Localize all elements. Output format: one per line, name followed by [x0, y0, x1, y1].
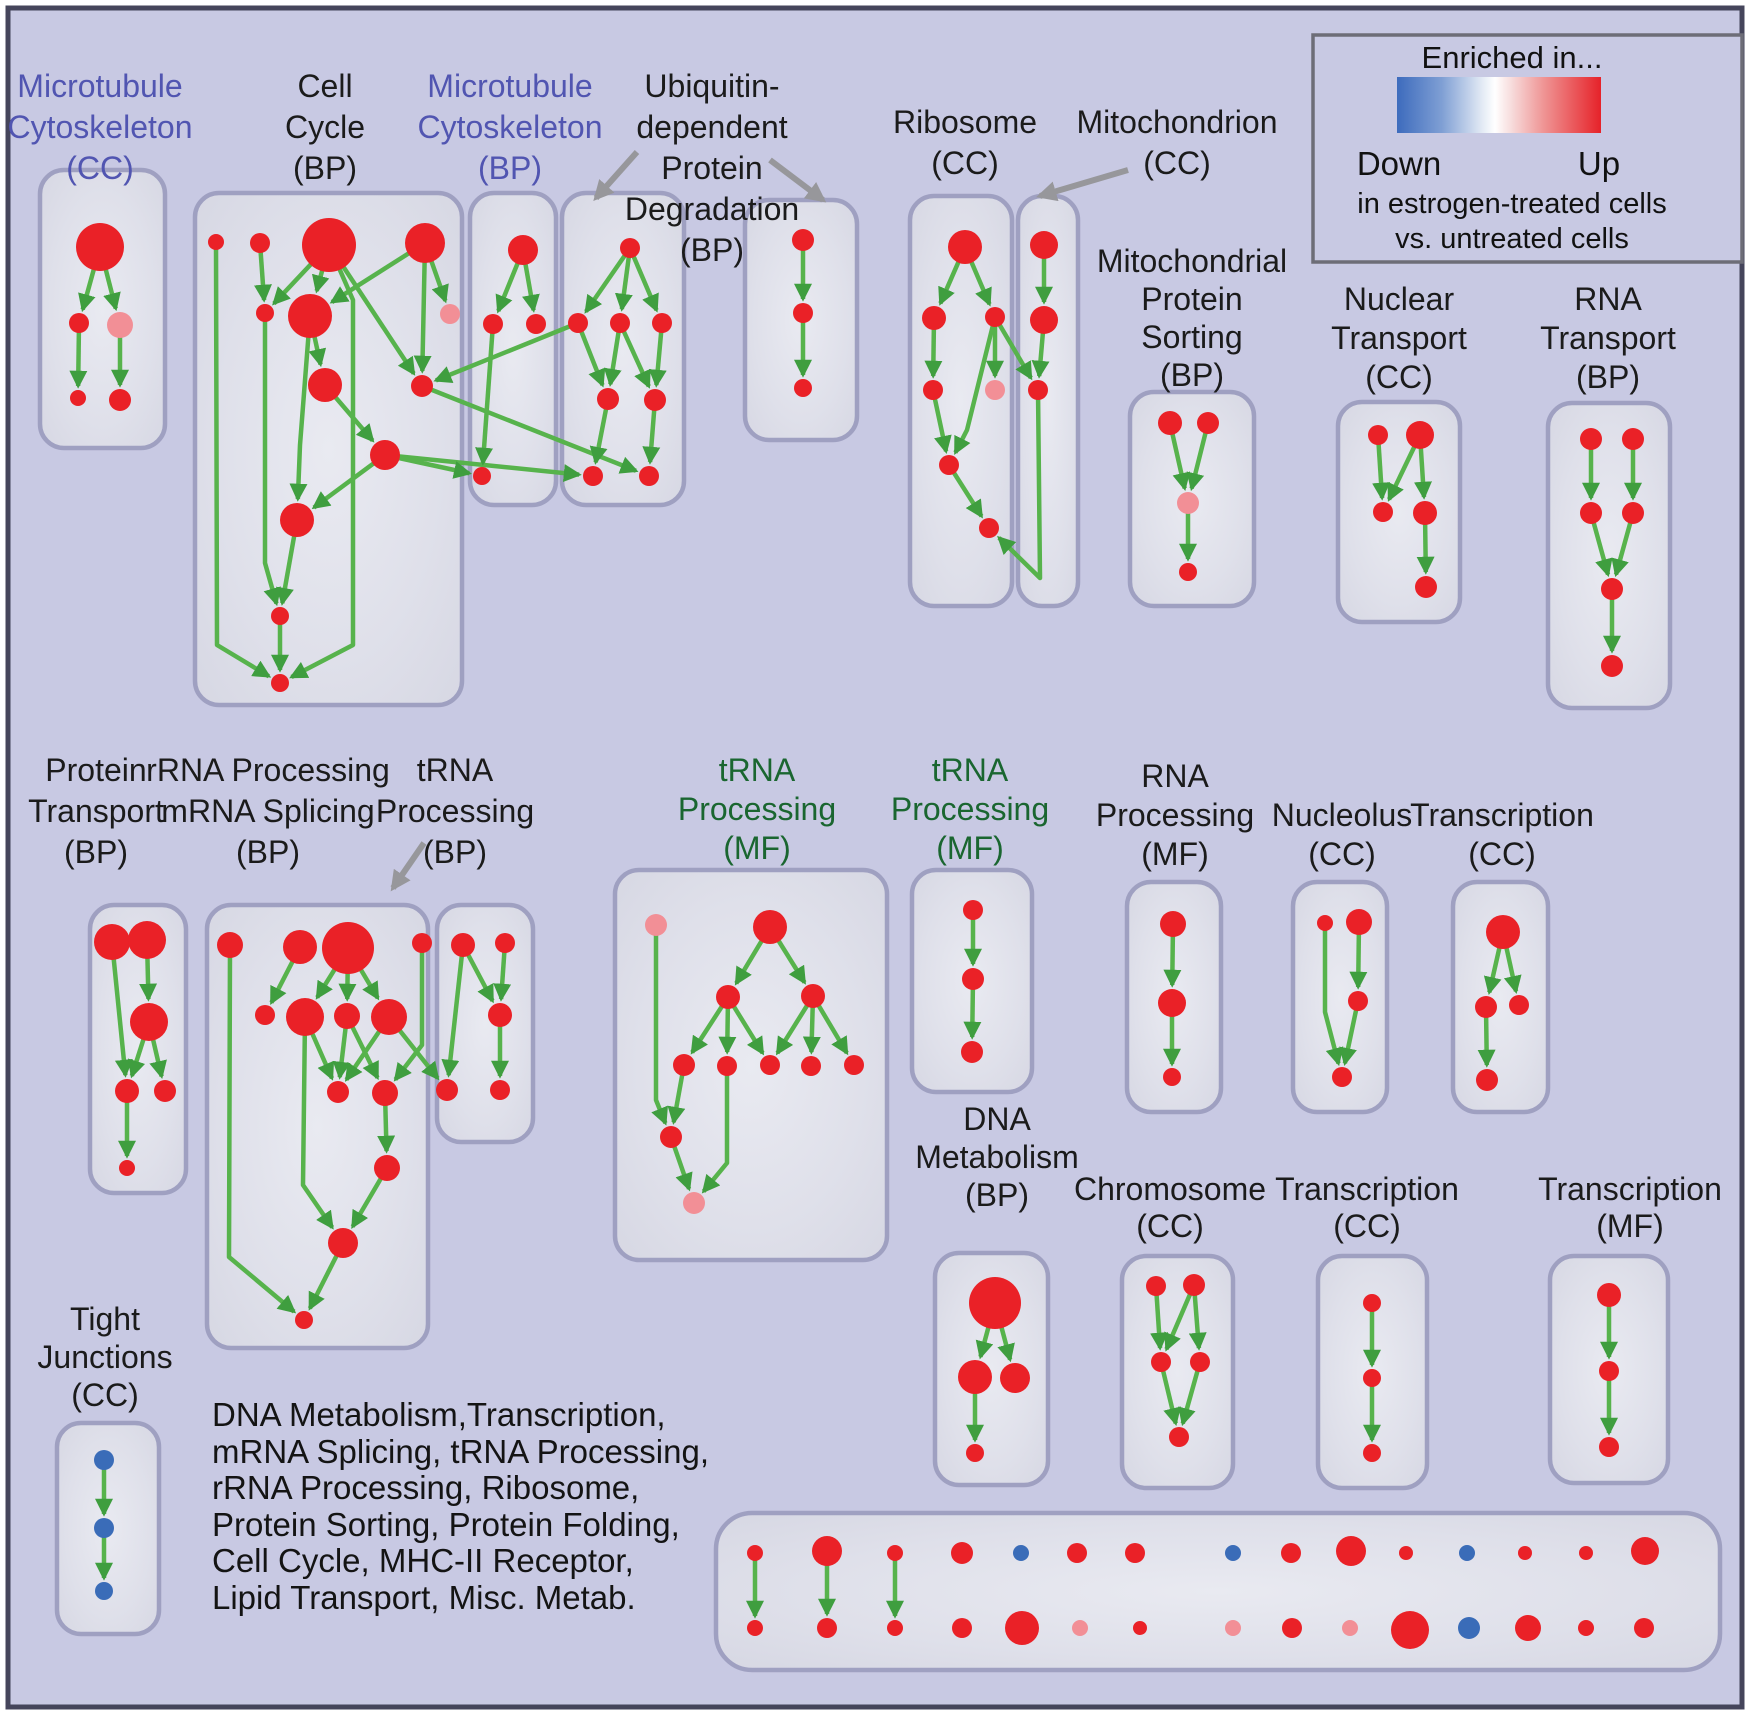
node-mt5-red	[109, 389, 131, 411]
node-pt3-red	[130, 1003, 168, 1041]
node-cc8-red	[308, 368, 342, 402]
cluster-trna-bp-box	[437, 905, 533, 1142]
node-rr3-red	[322, 922, 374, 974]
node-rr2-red	[283, 930, 317, 964]
node-bm7-red	[1125, 1543, 1145, 1563]
cluster-rrna-mrna-box	[207, 905, 428, 1348]
node-pt1-red	[94, 924, 130, 960]
cluster-label-chromosome: Chromosome (CC)	[1073, 1171, 1267, 1244]
legend-gradient-bar	[1397, 77, 1601, 133]
node-mc2-red	[1030, 306, 1058, 334]
node-rt3-red	[1580, 502, 1602, 524]
node-pt5-red	[154, 1080, 176, 1102]
node-rr7-red	[334, 1003, 360, 1029]
node-rr13-red	[295, 1311, 313, 1329]
cluster-microtubule-cc-box	[40, 170, 165, 448]
node-cc13-red	[271, 674, 289, 692]
node-nt4-red	[1413, 501, 1437, 525]
node-ua1-red	[620, 238, 640, 258]
node-tn1-red	[963, 900, 983, 920]
node-dm3-red	[1000, 1363, 1030, 1393]
node-rr12-red	[328, 1228, 358, 1258]
cluster-label-microtubule-cc: Microtubule Cytoskeleton (CC)	[7, 68, 193, 186]
node-nu1-red	[1317, 915, 1333, 931]
node-bm5-blue	[1013, 1545, 1029, 1561]
node-cc4-red	[405, 223, 445, 263]
cluster-label-trna-bp: tRNA Processing (BP)	[375, 752, 535, 870]
node-ua5-red	[597, 388, 619, 410]
node-cc11-red	[280, 503, 314, 537]
misc-text-line: mRNA Splicing, tRNA Processing,	[212, 1433, 710, 1470]
node-tc3-red	[1509, 995, 1529, 1015]
node-tj1-blue	[94, 1450, 114, 1470]
node-t22-red	[1363, 1369, 1381, 1387]
node-ps3-pink	[1177, 492, 1199, 514]
node-ch4-red	[1190, 1352, 1210, 1372]
node-mt4-red	[70, 390, 86, 406]
node-bn3-red	[887, 1620, 903, 1636]
node-rb7-red	[979, 518, 999, 538]
node-rb5-pink	[985, 380, 1005, 400]
node-nu4-red	[1332, 1067, 1352, 1087]
node-tb5-red	[490, 1080, 510, 1100]
node-bm15-red	[1631, 1537, 1659, 1565]
node-bn12-blue	[1458, 1617, 1480, 1639]
node-nu2-red	[1346, 909, 1372, 935]
node-tm5-red	[673, 1054, 695, 1076]
node-cc6-red	[288, 294, 332, 338]
node-dm4-red	[966, 1444, 984, 1462]
node-rp1-red	[1160, 911, 1186, 937]
node-tb3-red	[488, 1003, 512, 1027]
node-rr10-red	[372, 1080, 398, 1106]
node-rt6-red	[1601, 655, 1623, 677]
cluster-label-transcription-cc-1: Transcription (CC)	[1410, 797, 1594, 872]
node-cc7-pink	[440, 304, 460, 324]
node-cc12-red	[271, 607, 289, 625]
node-rb6-red	[939, 455, 959, 475]
cluster-label-dna-metabolism: DNA Metabolism (BP)	[915, 1101, 1079, 1213]
node-ch3-red	[1151, 1352, 1171, 1372]
node-ua7-red	[583, 466, 603, 486]
node-nt3-red	[1373, 502, 1393, 522]
misc-categories-text	[212, 1396, 709, 1616]
node-mt3-pink	[107, 312, 133, 338]
node-tc4-red	[1476, 1069, 1498, 1091]
node-rt4-red	[1622, 502, 1644, 524]
node-nu3-red	[1348, 991, 1368, 1011]
node-mt1-red	[76, 223, 124, 271]
node-bn7-red	[1133, 1621, 1147, 1635]
cluster-label-rna-processing: RNA Processing (MF)	[1095, 758, 1255, 872]
node-pt6-red	[119, 1160, 135, 1176]
node-ub2-red	[793, 303, 813, 323]
node-bn8-pink	[1225, 1620, 1241, 1636]
node-dm2-red	[958, 1360, 992, 1394]
node-tm10-red	[660, 1126, 682, 1148]
node-cc2-red	[250, 233, 270, 253]
node-bn9-red	[1282, 1618, 1302, 1638]
node-bn13-red	[1515, 1615, 1541, 1641]
node-rb4-red	[923, 380, 943, 400]
node-cc1-red	[208, 234, 224, 250]
cluster-ubiquitin-a-box	[562, 193, 684, 505]
node-tm11-pink	[683, 1192, 705, 1214]
cluster-label-microtubule-bp: Microtubule Cytoskeleton (BP)	[417, 68, 603, 186]
node-tm2-red	[753, 910, 787, 944]
node-bm3-red	[887, 1545, 903, 1561]
node-rp2-red	[1158, 989, 1186, 1017]
node-bm14-red	[1579, 1546, 1593, 1560]
node-bm12-blue	[1459, 1545, 1475, 1561]
node-rr11-red	[374, 1155, 400, 1181]
node-rb2-red	[922, 306, 946, 330]
cluster-label-mito-protein-sorting: Mitochondrial Protein Sorting (BP)	[1096, 243, 1288, 393]
cluster-label-ribosome: Ribosome (CC)	[892, 104, 1038, 181]
node-bn15-red	[1634, 1618, 1654, 1638]
node-cc9-red	[411, 375, 433, 397]
node-ua4-red	[652, 313, 672, 333]
node-ua2-red	[568, 313, 588, 333]
node-ps4-red	[1179, 563, 1197, 581]
node-tb2-red	[495, 933, 515, 953]
cluster-label-nucleolus: Nucleolus (CC)	[1271, 797, 1413, 872]
node-nt5-red	[1415, 576, 1437, 598]
misc-text-line: DNA Metabolism,Transcription,	[212, 1396, 666, 1433]
node-ch2-red	[1183, 1274, 1205, 1296]
legend-subtitle-2: vs. untreated cells	[1395, 223, 1629, 255]
node-bm6-red	[1067, 1543, 1087, 1563]
legend-down-label: Down	[1356, 145, 1442, 182]
node-tb4-red	[436, 1079, 458, 1101]
node-tf3-red	[1599, 1437, 1619, 1457]
cluster-misc-box	[716, 1513, 1720, 1670]
node-tc2-red	[1475, 996, 1497, 1018]
node-pt4-red	[115, 1079, 139, 1103]
misc-text-line: Lipid Transport, Misc. Metab.	[212, 1579, 636, 1616]
cluster-chromosome-box	[1122, 1256, 1233, 1488]
node-mc1-red	[1030, 231, 1058, 259]
node-pt2-red	[128, 921, 166, 959]
node-tf2-red	[1599, 1361, 1619, 1381]
node-bm4-red	[951, 1542, 973, 1564]
node-bm2-red	[812, 1536, 842, 1566]
legend-subtitle-1: in estrogen-treated cells	[1357, 188, 1667, 220]
node-tj2-blue	[94, 1518, 114, 1538]
node-nt1-red	[1368, 425, 1388, 445]
node-bm13-red	[1518, 1546, 1532, 1560]
node-tj3-blue	[95, 1582, 113, 1600]
node-tm4-red	[801, 984, 825, 1008]
node-ua8-red	[639, 466, 659, 486]
node-ub1-red	[792, 229, 814, 251]
node-t23-red	[1363, 1444, 1381, 1462]
node-bm11-red	[1399, 1546, 1413, 1560]
node-bn6-pink	[1072, 1620, 1088, 1636]
node-bn5-red	[1005, 1611, 1039, 1645]
node-bm10-red	[1336, 1536, 1366, 1566]
legend-up-label: Up	[1577, 145, 1621, 182]
node-ps2-red	[1197, 412, 1219, 434]
node-rr4-red	[412, 933, 432, 953]
cluster-label-trna-mf-1: tRNA Processing (MF)	[677, 752, 837, 866]
node-mb3-red	[526, 314, 546, 334]
node-rr1-red	[217, 932, 243, 958]
node-cc10-red	[370, 440, 400, 470]
node-tm8-red	[801, 1056, 821, 1076]
node-tm9-red	[844, 1055, 864, 1075]
misc-text-line: rRNA Processing, Ribosome,	[212, 1469, 640, 1506]
cluster-label-mitochondrion: Mitochondrion (CC)	[1076, 104, 1278, 181]
node-tm6-red	[717, 1056, 737, 1076]
node-bn11-red	[1391, 1611, 1429, 1649]
node-mb2-red	[483, 314, 503, 334]
node-rr6-red	[286, 998, 324, 1036]
node-tf1-red	[1597, 1283, 1621, 1307]
legend-title: Enriched in...	[1421, 40, 1603, 75]
cluster-label-cell-cycle: Cell Cycle (BP)	[284, 68, 366, 186]
node-rb3-red	[985, 307, 1005, 327]
node-bn10-pink	[1342, 1620, 1358, 1636]
node-bn14-red	[1578, 1620, 1594, 1636]
node-cc5-red	[256, 304, 274, 322]
node-rt1-red	[1580, 428, 1602, 450]
cluster-nuclear-transport-box	[1338, 402, 1460, 622]
node-ch1-red	[1146, 1276, 1166, 1296]
node-cc3-red	[302, 218, 356, 272]
node-tm1-pink	[645, 914, 667, 936]
node-ua3-red	[610, 313, 630, 333]
node-tm7-red	[760, 1055, 780, 1075]
node-rr8-red	[371, 999, 407, 1035]
node-dm1-red	[969, 1277, 1021, 1329]
node-rt5-red	[1601, 578, 1623, 600]
node-bn4-red	[952, 1618, 972, 1638]
cluster-label-nuclear-transport: Nuclear Transport (CC)	[1331, 281, 1467, 395]
cluster-label-rrna: rRNA Processing mRNA Splicing (BP)	[146, 752, 390, 870]
node-mc3-red	[1028, 380, 1048, 400]
node-bm1-red	[747, 1545, 763, 1561]
node-tc1-red	[1486, 915, 1520, 949]
node-mt2-red	[69, 313, 89, 333]
legend	[1313, 35, 1742, 262]
node-t21-red	[1363, 1294, 1381, 1312]
node-ps1-red	[1158, 411, 1182, 435]
cluster-label-trna-mf-2: tRNA Processing (MF)	[890, 752, 1050, 866]
node-bn1-red	[747, 1620, 763, 1636]
node-rr9-red	[327, 1081, 349, 1103]
node-rp3-red	[1163, 1068, 1181, 1086]
node-rb1-red	[948, 230, 982, 264]
node-bm8-blue	[1225, 1545, 1241, 1561]
cluster-label-transcription-cc-2: Transcription (CC)	[1275, 1171, 1459, 1244]
node-mb4-red	[473, 467, 491, 485]
node-mb1-red	[508, 235, 538, 265]
node-rt2-red	[1622, 428, 1644, 450]
misc-text-line: Cell Cycle, MHC-II Receptor,	[212, 1542, 634, 1579]
node-bm9-red	[1281, 1543, 1301, 1563]
node-ub3-red	[794, 379, 812, 397]
node-tn2-red	[962, 968, 984, 990]
node-ch5-red	[1169, 1427, 1189, 1447]
cluster-label-rna-transport: RNA Transport (BP)	[1540, 281, 1676, 395]
node-tb1-red	[451, 933, 475, 957]
cluster-label-ubiquitin: Ubiquitin-dependent Protein Degradation (BP)	[624, 68, 800, 268]
cluster-label-protein-transport: Protein Transport (BP)	[28, 752, 164, 870]
node-ua6-red	[644, 389, 666, 411]
node-nt2-red	[1406, 421, 1434, 449]
cluster-label-transcription-mf: Transcription (MF)	[1538, 1171, 1722, 1244]
node-tm3-red	[716, 985, 740, 1009]
node-tn3-red	[961, 1041, 983, 1063]
node-bn2-red	[817, 1618, 837, 1638]
misc-text-line: Protein Sorting, Protein Folding,	[212, 1506, 680, 1543]
cluster-label-tight-junctions: Tight Junctions (CC)	[37, 1301, 173, 1413]
node-rr5-red	[255, 1005, 275, 1025]
